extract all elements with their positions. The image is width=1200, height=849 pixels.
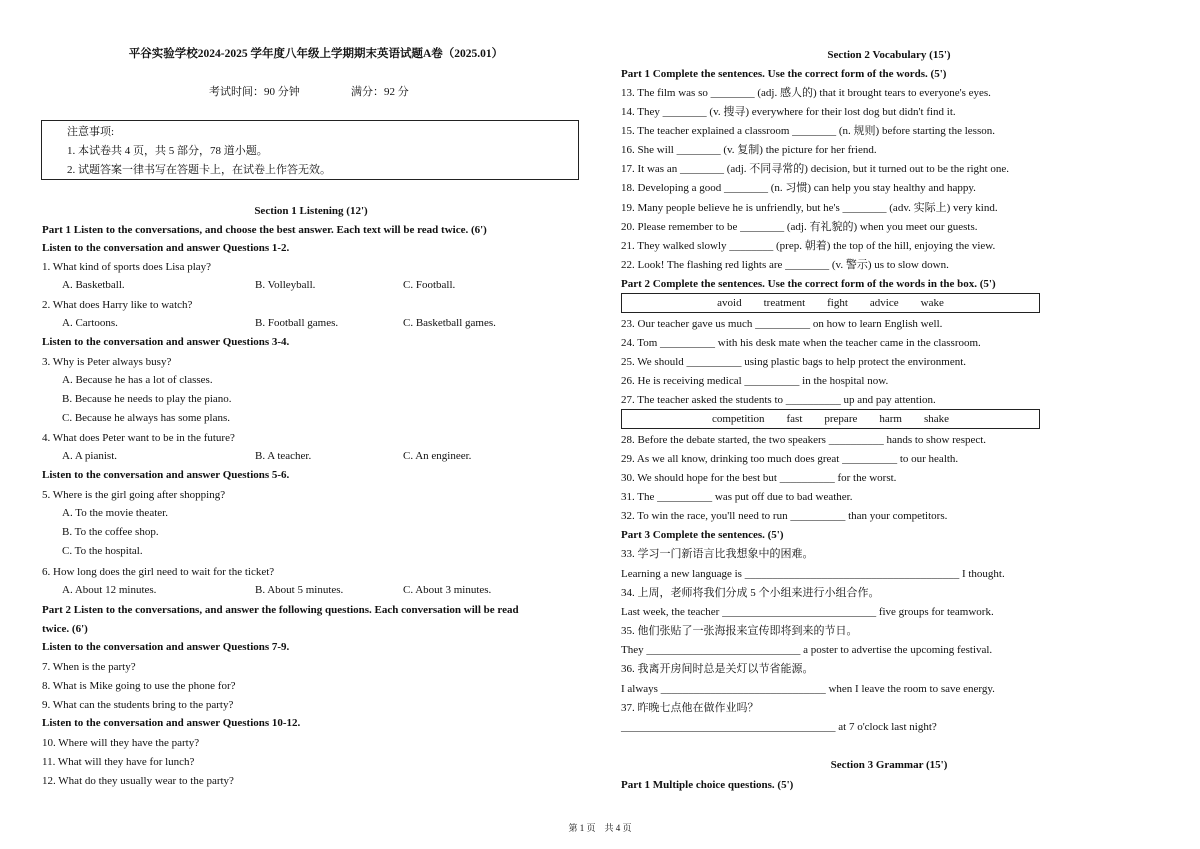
- question-37-english: _______________________________________ at 7 o'clock last night?: [621, 721, 937, 733]
- question-26: 26. He is receiving medical __________ in the hospital now.: [621, 375, 889, 387]
- conversation-heading: Listen to the conversation and answer Questions 3-4.: [42, 336, 290, 348]
- option-b: B. A teacher.: [255, 450, 312, 462]
- question-11: 11. What will they have for lunch?: [42, 756, 195, 768]
- word-box-item: competition: [711, 412, 765, 425]
- question-12: 12. What do they usually wear to the party?: [42, 775, 234, 787]
- option-a: A. A pianist.: [62, 450, 118, 462]
- word-box-item: avoid: [717, 296, 742, 309]
- option-b: B. Football games.: [255, 317, 339, 329]
- page-footer: 第 1 页 共 4 页: [568, 823, 632, 833]
- word-box-item: fast: [786, 412, 803, 425]
- option-b: B. Volleyball.: [255, 279, 316, 291]
- option-a: A. About 12 minutes.: [62, 584, 157, 596]
- question-37: 37. 昨晚七点他在做作业吗？: [621, 702, 759, 714]
- question-20: 20. Please remember to be ________ (adj. 有礼貌的) when you meet our guests.: [621, 221, 978, 233]
- question-21: 21. They walked slowly ________ (prep. 朝着) the top of the hill, enjoying the view.: [621, 240, 996, 252]
- question-35: 35. 他们张贴了一张海报来宣传即将到来的节日。: [621, 625, 858, 637]
- question-28: 28. Before the debate started, the two speakers __________ hands to show respect.: [621, 434, 987, 446]
- section2-title: Section 2 Vocabulary (15'): [827, 49, 951, 61]
- question-33: 33. 学习一门新语言比我想象中的困难。: [621, 548, 814, 560]
- conversation-heading: Listen to the conversation and answer Questions 10-12.: [42, 717, 301, 729]
- question-29: 29. As we all know, drinking too much does great __________ to our health.: [621, 453, 959, 465]
- word-box-item: fight: [827, 296, 848, 309]
- question-18: 18. Developing a good ________ (n. 习惯) can help you stay healthy and happy.: [621, 182, 976, 194]
- question-14: 14. They ________ (v. 搜寻) everywhere for their lost dog but didn't find it.: [621, 106, 956, 118]
- question-5: 5. Where is the girl going after shopping?: [42, 489, 226, 501]
- question-16: 16. She will ________ (v. 复制) the picture for her friend.: [621, 144, 877, 156]
- part2-heading: Part 2 Complete the sentences. Use the correct form of the words in the box. (5'): [621, 278, 996, 290]
- question-33-english: Learning a new language is _______________________________________ I thought.: [621, 568, 1005, 580]
- option-a: A. Basketball.: [62, 279, 125, 291]
- question-34: 34. 上周，老师将我们分成 5 个小组来进行小组合作。: [621, 587, 880, 599]
- option-c: C. An engineer.: [403, 450, 472, 462]
- notice-box: [41, 120, 579, 180]
- question-9: 9. What can the students bring to the party?: [42, 699, 234, 711]
- question-1: 1. What kind of sports does Lisa play?: [42, 261, 212, 273]
- notice-item: 1. 本试卷共 4 页，共 5 部分，78 道小题。: [67, 145, 268, 157]
- question-24: 24. Tom __________ with his desk mate when the teacher came in the classroom.: [621, 337, 981, 349]
- question-36-english: I always ______________________________ when I leave the room to save energy.: [621, 683, 995, 695]
- question-31: 31. The __________ was put off due to bad weather.: [621, 491, 853, 503]
- part1-heading: Part 1 Listen to the conversations, and choose the best answer. Each text will be read twice. (6'): [42, 224, 487, 236]
- option-b: B. To the coffee shop.: [62, 526, 159, 538]
- word-box-item: treatment: [763, 296, 806, 309]
- question-8: 8. What is Mike going to use the phone for?: [42, 680, 236, 692]
- option-c: C. To the hospital.: [62, 545, 143, 557]
- question-10: 10. Where will they have the party?: [42, 737, 200, 749]
- part2-heading: Part 2 Listen to the conversations, and answer the following questions. Each conversation will be read: [42, 604, 519, 616]
- word-box-item: harm: [879, 412, 902, 425]
- question-15: 15. The teacher explained a classroom ________ (n. 规则) before starting the lesson.: [621, 125, 995, 137]
- word-box-item: shake: [923, 412, 950, 425]
- question-22: 22. Look! The flashing red lights are ________ (v. 警示) us to slow down.: [621, 259, 949, 271]
- question-4: 4. What does Peter want to be in the future?: [42, 432, 235, 444]
- word-box-item: advice: [869, 296, 899, 309]
- exam-time: 考试时间：90 分钟: [209, 86, 300, 98]
- part3-heading: Part 3 Complete the sentences. (5'): [621, 529, 784, 541]
- option-a: A. To the movie theater.: [62, 507, 168, 519]
- notice-item: 2. 试题答案一律书写在答题卡上，在试卷上作答无效。: [67, 164, 331, 176]
- question-35-english: They ____________________________ a poster to advertise the upcoming festival.: [621, 644, 993, 656]
- section3-title: Section 3 Grammar (15'): [830, 759, 948, 771]
- notice-title: 注意事项:: [67, 126, 115, 138]
- option-a: A. Because he has a lot of classes.: [62, 374, 213, 386]
- conversation-heading: Listen to the conversation and answer Questions 7-9.: [42, 641, 290, 653]
- option-c: C. Basketball games.: [403, 317, 496, 329]
- part1-heading: Part 1 Complete the sentences. Use the correct form of the words. (5'): [621, 68, 947, 80]
- question-2: 2. What does Harry like to watch?: [42, 299, 193, 311]
- question-30: 30. We should hope for the best but __________ for the worst.: [621, 472, 897, 484]
- word-box-item: prepare: [824, 412, 858, 425]
- question-23: 23. Our teacher gave us much __________ on how to learn English well.: [621, 318, 943, 330]
- conversation-heading: Listen to the conversation and answer Questions 1-2.: [42, 242, 290, 254]
- question-19: 19. Many people believe he is unfriendly, but he's ________ (adv. 实际上) very kind.: [621, 202, 998, 214]
- question-27: 27. The teacher asked the students to __________ up and pay attention.: [621, 394, 936, 406]
- option-c: C. Because he always has some plans.: [62, 412, 231, 424]
- full-score: 满分：92 分: [351, 86, 409, 98]
- conversation-heading: Listen to the conversation and answer Questions 5-6.: [42, 469, 290, 481]
- question-6: 6. How long does the girl need to wait for the ticket?: [42, 566, 275, 578]
- word-box: [621, 409, 1040, 429]
- option-a: A. Cartoons.: [62, 317, 118, 329]
- option-c: C. About 3 minutes.: [403, 584, 492, 596]
- question-7: 7. When is the party?: [42, 661, 136, 673]
- part1-heading: Part 1 Multiple choice questions. (5'): [621, 779, 794, 791]
- option-c: C. Football.: [403, 279, 456, 291]
- option-b: B. About 5 minutes.: [255, 584, 344, 596]
- question-17: 17. It was an ________ (adj. 不同寻常的) decision, but it turned out to be the right one.: [621, 163, 1009, 175]
- question-13: 13. The film was so ________ (adj. 感人的) that it brought tears to everyone's eyes.: [621, 87, 991, 99]
- question-32: 32. To win the race, you'll need to run __________ than your competitors.: [621, 510, 948, 522]
- section1-title: Section 1 Listening (12'): [254, 205, 368, 217]
- word-box-item: wake: [920, 296, 944, 309]
- question-25: 25. We should __________ using plastic bags to help protect the environment.: [621, 356, 967, 368]
- option-b: B. Because he needs to play the piano.: [62, 393, 232, 405]
- part2-heading-cont: twice. (6'): [42, 623, 88, 635]
- question-34-english: Last week, the teacher ____________________________ five groups for teamwork.: [621, 606, 994, 618]
- question-3: 3. Why is Peter always busy?: [42, 356, 172, 368]
- exam-title: 平谷实验学校2024-2025 学年度八年级上学期期末英语试题A卷（2025.01）: [128, 48, 504, 60]
- word-box: [621, 293, 1040, 313]
- question-36: 36. 我离开房间时总是关灯以节省能源。: [621, 663, 814, 675]
